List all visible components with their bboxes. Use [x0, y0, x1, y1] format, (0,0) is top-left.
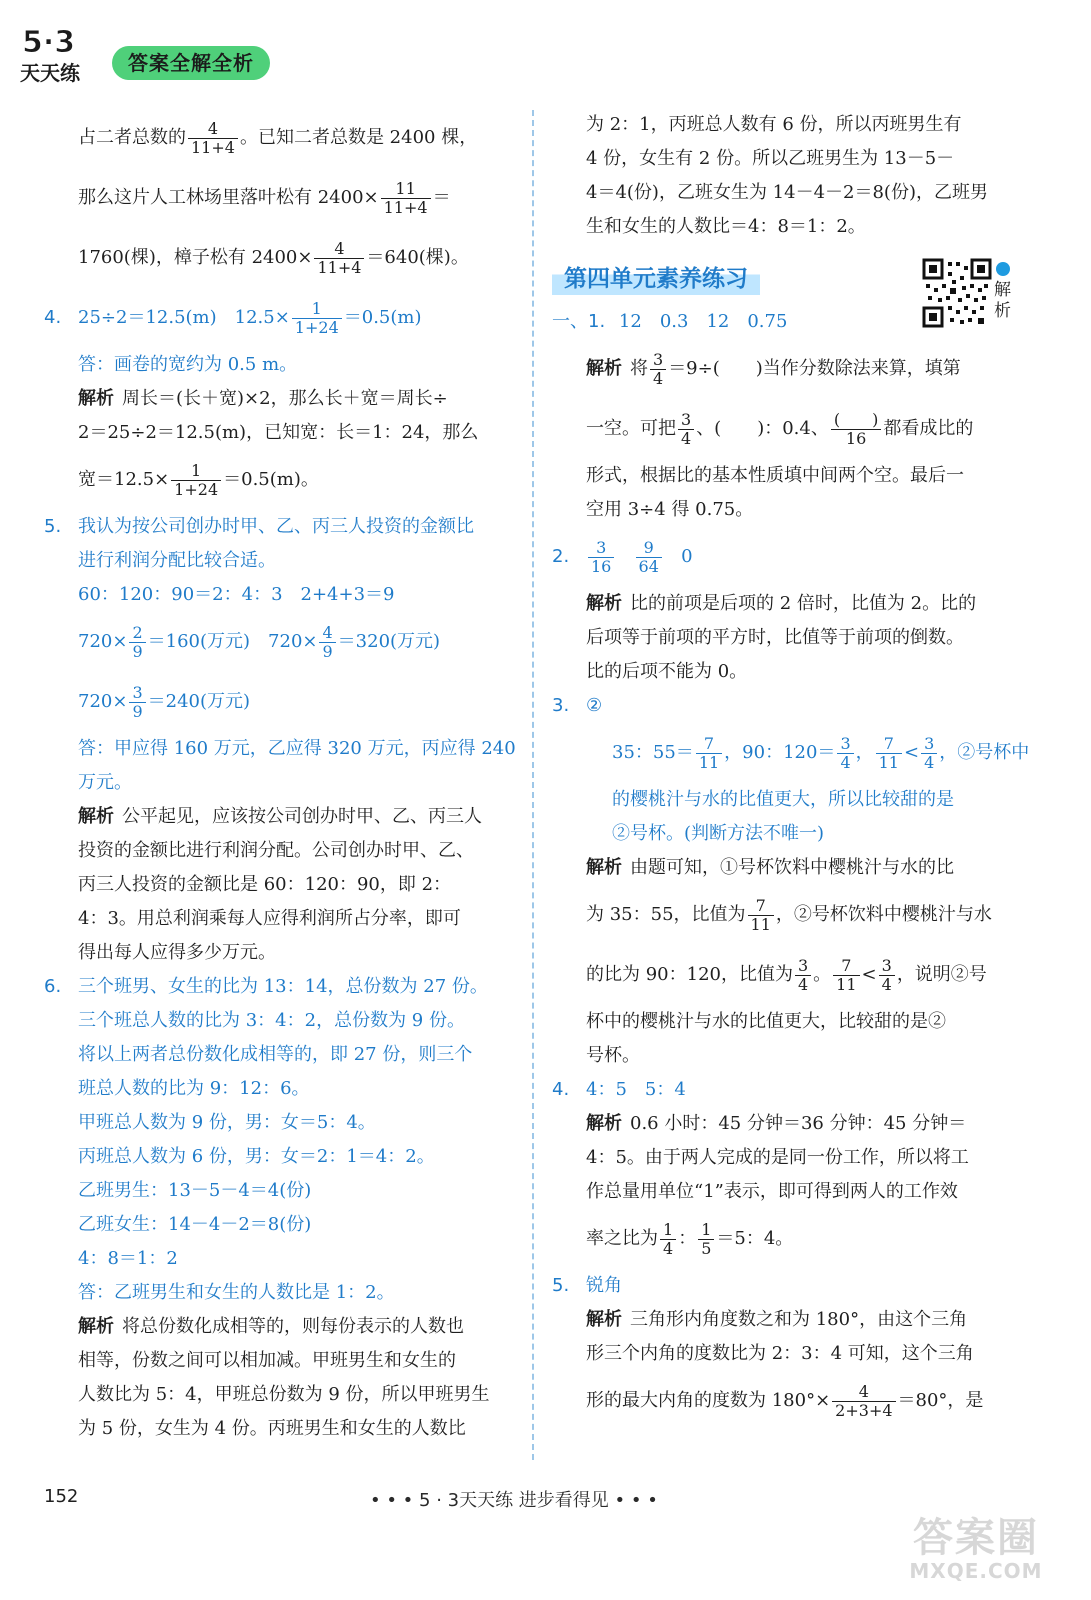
unit-title: 第四单元素养练习 — [552, 258, 760, 295]
analysis-line: 相等，份数之间可以相加减。甲班男生和女生的 — [78, 1350, 456, 1371]
analysis-line: 丙三人投资的金额比是 60：120：90，即 2： — [78, 874, 452, 895]
fraction: $\frac{3}{9}$ — [129, 684, 145, 721]
answer-line: 甲班总人数为 9 份，男：女＝5：4。 — [78, 1112, 376, 1133]
fraction: $\frac{1}{1+24}$ — [292, 300, 342, 337]
analysis-line: 杯中的樱桃汁与水的比值更大，比较甜的是② — [586, 1011, 946, 1032]
fraction: $\frac{3}{4}$ — [795, 957, 811, 994]
analysis-line: 号杯。 — [586, 1045, 640, 1066]
answer-line: 720× $\frac{2}{9}$ ＝160(万元) 720× $\frac{4}{9}$ ＝320(万元) — [78, 622, 441, 661]
fraction: $\frac{1}{5}$ — [698, 1221, 714, 1258]
fraction: $\frac{1}{4}$ — [660, 1221, 676, 1258]
fraction: $\frac{3}{4}$ — [879, 957, 895, 994]
analysis-line: 一空。可把 $\frac{3}{4}$ 、( )：0.4、 $\frac{( )}{16}$ 都看成比的 — [586, 409, 974, 448]
fraction: $\frac{3}{16}$ — [588, 539, 614, 576]
analysis-label: 解析 — [586, 857, 622, 878]
analysis-line: 宽＝12.5× $\frac{1}{1+24}$ ＝0.5(m)。 — [78, 460, 319, 499]
question-2-answer: 2. $\frac{3}{16}$ $\frac{9}{64}$ 0 — [552, 527, 1022, 587]
answer-line: 720× $\frac{3}{9}$ ＝240(万元) — [78, 682, 251, 721]
answer-line: 班总人数的比为 9：12：6。 — [78, 1078, 310, 1099]
analysis-line: 生和女生的人数比＝4：8＝1：2。 — [586, 216, 866, 237]
analysis-label: 解析 — [78, 806, 114, 827]
answer-line: 万元。 — [78, 772, 132, 793]
analysis-line: 形三个内角的度数比为 2：3：4 可知，这个三角 — [586, 1343, 974, 1364]
fraction: $\frac{( )}{16}$ — [831, 411, 882, 448]
analysis-line: 人数比为 5：4，甲班总份数为 9 份，所以甲班男生 — [78, 1384, 490, 1405]
question-1-answer: 一、1. 12 0.3 12 0.75 — [552, 311, 788, 332]
question-6-answer: 6. 三个班男、女生的比为 13：14，总份数为 27 份。 — [44, 970, 514, 1004]
analysis-line: 4＝4(份)，乙班女生为 14－4－2＝8(份)，乙班男 — [586, 182, 988, 203]
question-number: 4. — [552, 1079, 570, 1100]
analysis-line: 率之比为 $\frac{1}{4}$ ： $\frac{1}{5}$ ＝5：4。 — [586, 1219, 794, 1258]
analysis-line: 为 5 份，女生为 4 份。丙班男生和女生的人数比 — [78, 1418, 466, 1439]
question-4-answer: 4. 25÷2＝12.5(m) 12.5× $\frac{1}{1+24}$ ＝0.5(m) — [44, 288, 514, 348]
site-watermark: 答案圈 MXQE.COM — [909, 1515, 1043, 1583]
footer-slogan: • • • 5 · 3天天练 进步看得见 • • • — [370, 1490, 658, 1511]
section-number: 一、1. — [552, 311, 606, 332]
analysis-line: 投资的金额比进行利润分配。公司创办时甲、乙、 — [78, 840, 474, 861]
fraction: $\frac{7}{11}$ — [876, 735, 902, 772]
analysis-line: 2＝25÷2＝12.5(m)，已知宽：长＝1：24，那么 — [78, 422, 479, 443]
page-number: 152 — [44, 1486, 79, 1507]
fraction: $\frac{7}{11}$ — [696, 735, 722, 772]
answer-line: 将以上两者总份数化成相等的，即 27 份，则三个 — [78, 1044, 473, 1065]
answer-line: 60：120：90＝2：4：3 2+4+3＝9 — [78, 584, 395, 605]
question-number: 3. — [552, 695, 570, 716]
answer-line: 答：画卷的宽约为 0.5 m。 — [78, 354, 298, 375]
fraction: $\frac{9}{64}$ — [636, 539, 662, 576]
analysis-line: 形的最大内角的度数为 180°× $\frac{4}{2+3+4}$ ＝80°，是 — [586, 1381, 984, 1420]
answer-line: ②号杯。(判断方法不唯一) — [612, 823, 825, 844]
analysis-line: 后项等于前项的平方时，比值等于前项的倒数。 — [586, 627, 964, 648]
fraction: $\frac{11}{11+4}$ — [381, 180, 431, 217]
analysis-line: 解析 周长＝(长＋宽)×2，那么长＋宽＝周长÷ — [78, 388, 448, 409]
fraction: $\frac{3}{4}$ — [837, 735, 853, 772]
analysis-label: 解析 — [586, 358, 622, 379]
analysis-line: 形式，根据比的基本性质填中间两个空。最后一 — [586, 465, 964, 486]
fraction: $\frac{4}{11+4}$ — [314, 240, 364, 277]
analysis-line: 为 2：1，丙班总人数有 6 份，所以丙班男生有 — [586, 114, 962, 135]
question-number: 4. — [44, 307, 62, 328]
column-divider — [532, 110, 534, 1460]
answer-line: 丙班总人数为 6 份，男：女＝2：1＝4：2。 — [78, 1146, 435, 1167]
answer-badge: 答案全解全析 — [112, 46, 270, 80]
analysis-line: 解析 比的前项是后项的 2 倍时，比值为 2。比的 — [586, 593, 977, 614]
brand-logo — [18, 22, 106, 84]
analysis-line: 解析 由题可知，①号杯饮料中樱桃汁与水的比 — [586, 857, 954, 878]
question-number: 5. — [44, 516, 62, 537]
analysis-label: 解析 — [586, 1113, 622, 1134]
analysis-label: 解析 — [586, 593, 622, 614]
text-line: 占二者总数的 $\frac{4}{11+4}$ 。已知二者总数是 2400 棵， — [78, 118, 478, 157]
answer-line: 的樱桃汁与水的比值更大，所以比较甜的是 — [612, 789, 954, 810]
left-column — [44, 108, 514, 1446]
question-5-answer: 5. 我认为按公司创办时甲、乙、丙三人投资的金额比 — [44, 510, 514, 544]
fraction: $\frac{3}{4}$ — [650, 351, 666, 388]
analysis-line: 的比为 90：120，比值为 $\frac{3}{4}$ 。 $\frac{7}{11}$ < $\frac{3}{4}$ ，说明②号 — [586, 955, 987, 994]
fraction: $\frac{4}{11+4}$ — [188, 120, 238, 157]
question-3-answer: 3. ② — [552, 689, 1022, 723]
analysis-line: 4 份，女生有 2 份。所以乙班男生为 13－5－ — [586, 148, 955, 169]
answer-line: 答：甲应得 160 万元，乙应得 320 万元，丙应得 240 — [78, 738, 516, 759]
analysis-line: 得出每人应得多少万元。 — [78, 942, 276, 963]
analysis-label: 解析 — [586, 1309, 622, 1330]
answer-line: 35：55＝ $\frac{7}{11}$ ，90：120＝ $\frac{3}{4}$ ， $\frac{7}{11}$ < $\frac{3}{4}$ ，②号杯中 — [612, 733, 1030, 772]
answer-line: 三个班总人数的比为 3：4：2，总份数为 9 份。 — [78, 1010, 465, 1031]
answer-line: 答：乙班男生和女生的人数比是 1：2。 — [78, 1282, 395, 1303]
question-5-answer: 5. 锐角 — [552, 1269, 1022, 1303]
analysis-line: 解析 将 $\frac{3}{4}$ ＝9÷( )当作分数除法来算，填第 — [586, 349, 961, 388]
fraction: $\frac{1}{1+24}$ — [171, 462, 221, 499]
question-number: 6. — [44, 976, 62, 997]
analysis-line: 4：5。由于两人完成的是同一份工作，所以将工 — [586, 1147, 969, 1168]
analysis-line: 作总量用单位“1”表示，即可得到两人的工作效 — [586, 1181, 958, 1202]
analysis-line: 4：3。用总利润乘每人应得利润所占分率，即可 — [78, 908, 461, 929]
text-line: 1760(棵)，樟子松有 2400× $\frac{4}{11+4}$ ＝640(棵)。 — [78, 238, 469, 277]
question-number: 2. — [552, 546, 570, 567]
question-number: 5. — [552, 1275, 570, 1296]
svg-text:天天练: 天天练 — [20, 61, 80, 84]
svg-text:5·3: 5·3 — [22, 25, 76, 60]
analysis-line: 解析 三角形内角度数之和为 180°，由这个三角 — [586, 1309, 968, 1330]
qr-label: 解析 — [994, 280, 1011, 321]
answer-line: 乙班男生：13－5－4＝4(份) — [78, 1180, 312, 1201]
page-footer — [0, 1480, 1091, 1520]
answer-line: 进行利润分配比较合适。 — [78, 550, 276, 571]
fraction: $\frac{2}{9}$ — [129, 624, 145, 661]
question-4-answer: 4. 4：5 5：4 — [552, 1073, 1022, 1107]
text-line: 那么这片人工林场里落叶松有 2400× $\frac{11}{11+4}$ ＝ — [78, 178, 451, 217]
analysis-line: 比的后项不能为 0。 — [586, 661, 748, 682]
answer-line: 4：8＝1：2 — [78, 1248, 178, 1269]
analysis-label: 解析 — [78, 388, 114, 409]
fraction: $\frac{7}{11}$ — [748, 897, 774, 934]
fraction: $\frac{4}{2+3+4}$ — [832, 1383, 895, 1420]
analysis-label: 解析 — [78, 1316, 114, 1337]
analysis-line: 为 35：55，比值为 $\frac{7}{11}$ ，②号杯饮料中樱桃汁与水 — [586, 895, 992, 934]
fraction: $\frac{3}{4}$ — [921, 735, 937, 772]
analysis-line: 解析 将总份数化成相等的，则每份表示的人数也 — [78, 1316, 464, 1337]
analysis-line: 空用 3÷4 得 0.75。 — [586, 499, 754, 520]
fraction: $\frac{3}{4}$ — [678, 411, 694, 448]
qr-code-icon[interactable] — [922, 258, 992, 328]
fraction: $\frac{7}{11}$ — [833, 957, 859, 994]
answer-line: 乙班女生：14－4－2＝8(份) — [78, 1214, 312, 1235]
analysis-line: 解析 0.6 小时：45 分钟＝36 分钟：45 分钟＝ — [586, 1113, 967, 1134]
analysis-line: 解析 公平起见，应该按公司创办时甲、乙、丙三人 — [78, 806, 482, 827]
fraction: $\frac{4}{9}$ — [319, 624, 335, 661]
play-icon[interactable] — [996, 262, 1010, 276]
